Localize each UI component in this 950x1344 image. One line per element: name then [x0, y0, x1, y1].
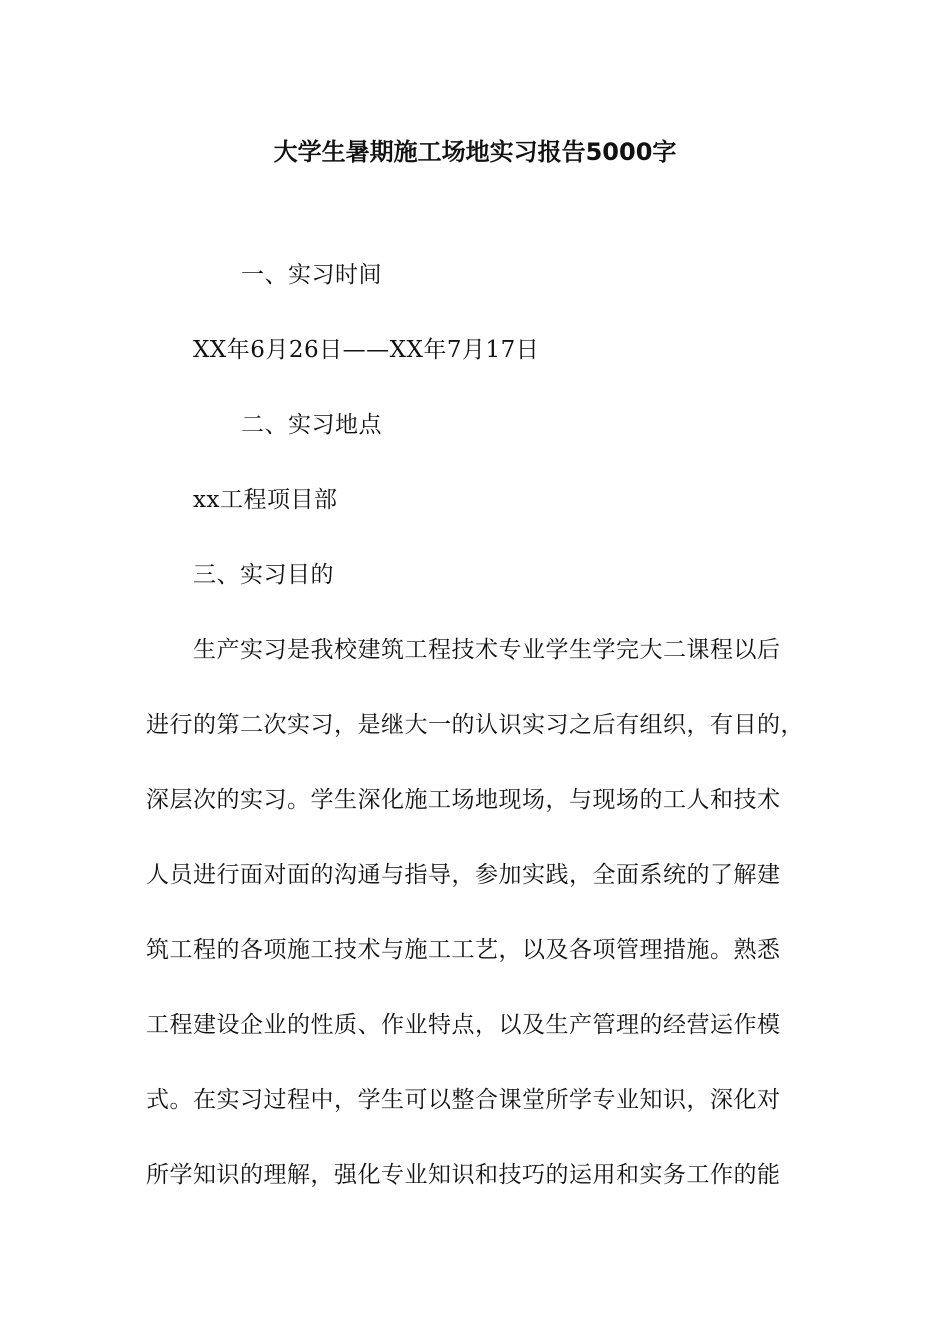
paragraph-line: 式。在实习过程中，学生可以整合课堂所学专业知识，深化对	[146, 1087, 781, 1113]
section-2-heading: 二、实习地点	[241, 412, 382, 438]
paragraph-line: 所学知识的理解，强化专业知识和技巧的运用和实务工作的能	[146, 1162, 781, 1188]
section-1-content: XX年6月26日——XX年7月17日	[193, 337, 540, 363]
paragraph-line: 人员进行面对面的沟通与指导，参加实践，全面系统的了解建	[146, 862, 781, 888]
paragraph-line: 进行的第二次实习，是继大一的认识实习之后有组织，有目的，	[146, 712, 804, 738]
section-2-content: xx工程项目部	[193, 487, 338, 513]
paragraph-line: 筑工程的各项施工技术与施工工艺，以及各项管理措施。熟悉	[146, 937, 781, 963]
paragraph-line: 工程建设企业的性质、作业特点，以及生产管理的经营运作模	[146, 1012, 781, 1038]
section-1-heading: 一、实习时间	[241, 262, 382, 288]
paragraph-line: 生产实习是我校建筑工程技术专业学生学完大二课程以后	[193, 637, 781, 663]
document-title: 大学生暑期施工场地实习报告5000字	[273, 138, 677, 166]
paragraph-line: 深层次的实习。学生深化施工场地现场，与现场的工人和技术	[146, 787, 781, 813]
section-3-heading: 三、实习目的	[193, 562, 334, 588]
